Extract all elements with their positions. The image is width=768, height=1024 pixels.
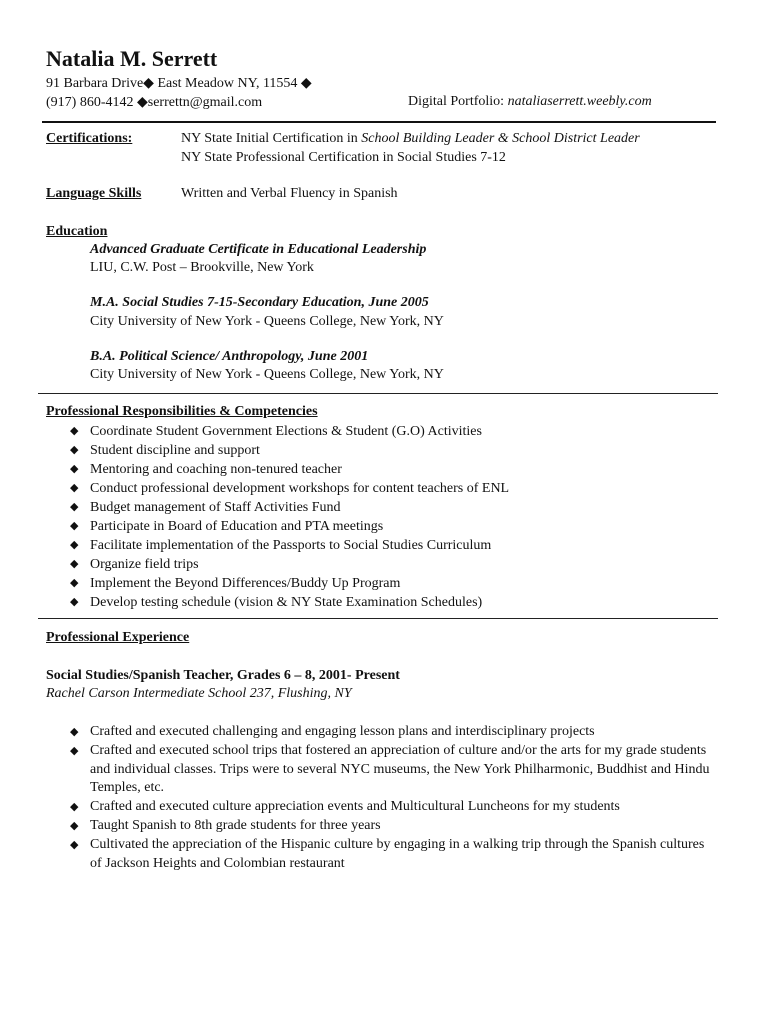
resume-name: Natalia M. Serrett <box>46 46 218 71</box>
list-item <box>70 441 509 460</box>
list-item-text: Crafted and executed school trips that fostered an appreciation of culture and/or the arts for my grade students and individual classes. Trips were to several NYC museums, the New York Philharmonic, Buddhist and Hindu Temples, etc. <box>90 743 710 795</box>
list-item <box>70 742 710 798</box>
portfolio-line <box>408 94 652 110</box>
education-divider <box>38 393 718 394</box>
certification-line-2: NY State Professional Certification in Social Studies 7-12 <box>181 150 506 165</box>
list-item-text: Student discipline and support <box>90 443 260 458</box>
list-item-text: Crafted and executed culture appreciation events and Multicultural Luncheons for my students <box>90 799 620 814</box>
header-divider <box>42 121 716 123</box>
education-school-2: City University of New York - Queens College, New York, NY <box>90 314 444 329</box>
responsibilities-list <box>70 422 509 612</box>
education-degree-2: M.A. Social Studies 7-15-Secondary Education, June 2005 <box>90 295 429 310</box>
certification-1-prefix: NY State Initial Certification in <box>181 131 362 146</box>
bullet-icon: ◆ <box>70 520 79 532</box>
language-heading: Language Skills <box>46 186 142 201</box>
list-item <box>70 574 509 593</box>
bullet-icon: ◆ <box>70 425 79 437</box>
certifications-heading: Certifications: <box>46 131 133 146</box>
list-item <box>70 555 509 574</box>
education-heading: Education <box>46 224 108 239</box>
list-item <box>70 422 509 441</box>
list-item <box>70 460 509 479</box>
list-item-text: Taught Spanish to 8th grade students for three years <box>90 818 381 833</box>
certification-1-titles: School Building Leader & School District Leader <box>361 131 640 146</box>
experience-list <box>70 723 710 874</box>
bullet-icon: ◆ <box>70 539 79 551</box>
list-item-text: Organize field trips <box>90 557 199 572</box>
portfolio-label: Digital Portfolio: <box>408 94 508 109</box>
list-item <box>70 817 710 836</box>
list-item <box>70 479 509 498</box>
list-item-text: Coordinate Student Government Elections & Student (G.O) Activities <box>90 424 482 439</box>
experience-heading: Professional Experience <box>46 630 190 645</box>
language-text: Written and Verbal Fluency in Spanish <box>181 186 398 201</box>
list-item <box>70 798 710 817</box>
education-degree-3: B.A. Political Science/ Anthropology, June 2001 <box>90 349 369 364</box>
education-school-1: LIU, C.W. Post – Brookville, New York <box>90 260 314 275</box>
bullet-icon: ◆ <box>70 839 79 851</box>
contact-line: (917) 860-4142 ◆serrettn@gmail.com <box>46 95 263 110</box>
education-degree-1: Advanced Graduate Certificate in Educational Leadership <box>90 242 427 257</box>
list-item-text: Crafted and executed challenging and engaging lesson plans and interdisciplinary projects <box>90 724 595 739</box>
bullet-icon: ◆ <box>70 444 79 456</box>
bullet-icon: ◆ <box>70 463 79 475</box>
list-item-text: Mentoring and coaching non-tenured teacher <box>90 462 342 477</box>
bullet-icon: ◆ <box>70 482 79 494</box>
list-item-text: Cultivated the appreciation of the Hispanic culture by engaging in a walking trip through the Spanish cultures of Jackson Heights and Colombian restaurant <box>90 837 705 871</box>
bullet-icon: ◆ <box>70 801 79 813</box>
list-item <box>70 536 509 555</box>
list-item <box>70 593 509 612</box>
list-item <box>70 723 710 742</box>
list-item <box>70 498 509 517</box>
address-line: 91 Barbara Drive◆ East Meadow NY, 11554 ◆ <box>46 76 312 91</box>
list-item <box>70 836 710 873</box>
list-item-text: Develop testing schedule (vision & NY State Examination Schedules) <box>90 595 483 610</box>
portfolio-url[interactable]: nataliaserrett.weebly.com <box>507 94 652 109</box>
list-item-text: Participate in Board of Education and PTA meetings <box>90 519 384 534</box>
job-title: Social Studies/Spanish Teacher, Grades 6 – 8, 2001- Present <box>46 668 400 683</box>
list-item-text: Conduct professional development workshops for content teachers of ENL <box>90 481 510 496</box>
education-school-3: City University of New York - Queens College, New York, NY <box>90 367 444 382</box>
list-item-text: Facilitate implementation of the Passports to Social Studies Curriculum <box>90 538 492 553</box>
certification-line-1 <box>181 131 640 147</box>
list-item-text: Implement the Beyond Differences/Buddy Up Program <box>90 576 401 591</box>
bullet-icon: ◆ <box>70 820 79 832</box>
bullet-icon: ◆ <box>70 745 79 757</box>
bullet-icon: ◆ <box>70 501 79 513</box>
responsibilities-heading: Professional Responsibilities & Competencies <box>46 404 318 419</box>
bullet-icon: ◆ <box>70 558 79 570</box>
bullet-icon: ◆ <box>70 726 79 738</box>
bullet-icon: ◆ <box>70 577 79 589</box>
list-item <box>70 517 509 536</box>
responsibilities-divider <box>38 618 718 619</box>
bullet-icon: ◆ <box>70 596 79 608</box>
job-school: Rachel Carson Intermediate School 237, Flushing, NY <box>46 686 352 701</box>
list-item-text: Budget management of Staff Activities Fund <box>90 500 341 515</box>
